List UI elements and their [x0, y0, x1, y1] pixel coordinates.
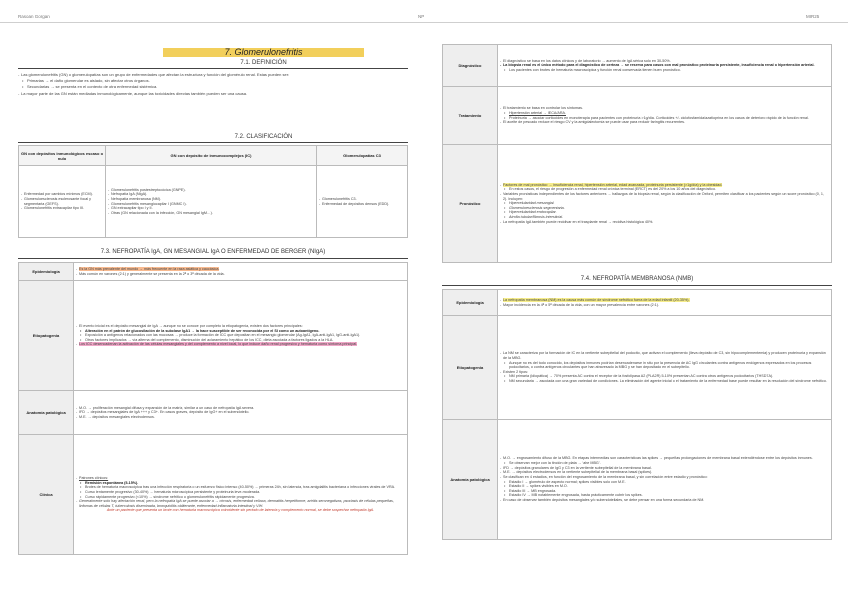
list-item: - M.O. → proliferación mesangial difusa y expansión de la matriz, similar a un caso de nefropatía IgA severa. [76, 406, 405, 411]
table-cell [317, 166, 408, 238]
table-cell [74, 435, 408, 555]
list-item: - Otras (GN relacionada con la infección, GN mesangial IgM…). [108, 211, 314, 216]
row-label: Tratamiento [443, 87, 498, 145]
list-item: • Hipercelularidad endocapilar. [500, 210, 829, 215]
highlight-text: Es la GN más prevalente del mundo → más frecuente en la raza asiática y caucásica. [79, 266, 220, 271]
list-item: - M.E. → depósitos mesangiales electrodensos. [76, 415, 405, 420]
list-item: • Hipertensión arterial → IECA/ARA. [500, 111, 829, 116]
list-item: - GN extracapilar tipo I y II. [108, 206, 314, 211]
highlight-text: Los ICC desencadenan la activación de las células mesangiales y del complemento a nivel local, lo que induce daño renal progresivo y hematuria como síntoma principal. [79, 342, 358, 347]
list-item: - M.O. → engrosamiento difuso de la MBG. En etapas intermedias son características las spikes → pequeñas prolongaciones de membrana basal extendiéndose entre los depósitos inmunes. [500, 456, 829, 461]
table-cell [498, 420, 832, 540]
list-item: • En estos casos, el riesgo de progresión a enfermedad renal crónica terminal (ERCT) es del 20% a los 10 años del diagnóstico. [500, 187, 829, 192]
table-cell [74, 391, 408, 435]
table-cell [74, 281, 408, 391]
column-header: Glomerulopatías C3 [317, 146, 408, 166]
table-cell [19, 166, 106, 238]
list-item: • Estadio II → spikes visibles en M.O. [500, 484, 829, 489]
right-page [424, 0, 848, 599]
list-item [76, 342, 405, 347]
np-label: NP [418, 14, 425, 19]
list-item: - Glomerulonefritis extracapilar tipo III. [21, 206, 103, 211]
classification-table [18, 145, 408, 238]
list-item: - Glomerulonefritis mesangiocapilar I (GNMC I). [108, 202, 314, 207]
clinical-note: Ante un paciente que presenta un brote con hematuria macroscópica coincidente sin periodo de latencia y complemento normal, se debe sospechar nefropatía IgA. [106, 508, 375, 513]
author-label: Rasoan Gorgan [18, 14, 50, 19]
list-item: - Glomerulonefritis C3. [319, 197, 405, 202]
list-item: - IFD → depósitos granulares de IgG y C3 en la vertiente subepitelial de la membrana basal. [500, 466, 829, 471]
list-item: • NM primaria (idiopática) → 70% presenta AC contra el receptor de la fosfolipasa A2 (PLA2R) 5-10% presentan AC contra otros antígenos podocitarios (THSD7A). [500, 374, 829, 379]
list-item: - En caso de observar también depósitos mesangiales y/o subendoteliales, se debe pensar en una forma secundaria de NM. [500, 498, 829, 503]
row-label: Epidemiología [19, 263, 74, 281]
list-item: • Aunque no es del todo conocido, los depósitos inmunes podrían desencadenarse in situ por la presencia de AC IgG circulantes contra antígenos endógenos expresados en los procesos podocitarios, o contra antígenos circulantes que han atravesado la MBG y se han depositado en el subepitelio. [500, 361, 829, 370]
table-cell [498, 45, 832, 87]
section-7-3-heading: 7.3. NEFROPATÍA IgA, GN MESANGIAL IgA O ENFERMEDAD DE BERGER (NIgA) [100, 249, 326, 255]
list-item: • Hipercelularidad mesangial. [500, 201, 829, 206]
section-7-4-heading: 7.4. NEFROPATÍA MEMBRANOSA (NMB) [580, 276, 694, 282]
list-item: • Estadio III → MB engrosada. [500, 489, 829, 494]
divider [18, 142, 408, 143]
list-item: - Se clasifican en 4 estadios, en función del engrosamiento de la membrana basal, y sin correlación entre estadio y pronóstico: [500, 475, 829, 480]
divider [18, 258, 408, 259]
list-item: • Estadio IV → MB notablemente engrosada, hasta prácticamente cubrir los spikes. [500, 493, 829, 498]
list-item: - Mayor incidencia en la 4ª o 5ª década de la vida, con un mayor prevalencia entre varones (2:1). [500, 303, 829, 308]
right-header [424, 0, 848, 23]
row-label: Pronóstico [443, 145, 498, 263]
list-item: - El diagnóstico se basa en los datos clínicos y de laboratorio → aumento de IgA sérica solo en 30-50%. [500, 59, 829, 64]
row-label: Anatomía patológica [443, 420, 498, 540]
nefropatia-membranosa-table [442, 289, 832, 540]
list-item: - La biopsia renal es el único método para el diagnóstico de certeza → se reserva para casos con mal pronóstico proteinuria persistente, insuficiencia renal o hipertensión arterial. [500, 63, 829, 68]
list-item: • Alteración en el patrón de glucosilación de la subclase IgA1 → la hace susceptible de ser reconocida por el SI como un autoantígeno. [76, 329, 405, 334]
page-title: 7. Glomerulonefritis [163, 48, 364, 57]
list-item: • Curso lentamente progresivo (30-40%) → hematuria microscópica persistente y proteinuria leve-moderada. [76, 490, 405, 495]
row-label: Etiopatogenia [443, 316, 498, 420]
immune-text: - La mayor parte de las GN están mediadas inmunológicamente, aunque las toxicidades directas también pueden ser una causa. [18, 91, 406, 96]
section-7-1-body [18, 72, 406, 97]
list-item: - El tratamiento se basa en controlar los síntomas. [500, 106, 829, 111]
table-cell [498, 316, 832, 420]
list-item: - Existen 2 tipos: [500, 370, 829, 375]
list-item: • Estadio I → glomérulo de aspecto normal; spikes visibles solo con M.E. [500, 480, 829, 485]
divider [18, 68, 408, 69]
list-item: - Enfermedad por cambios mínimos (ECM). [21, 192, 103, 197]
list-item: - Más común en varones (2:1) y generalmente se presenta en la 2ª o 3ª década de la vida. [76, 272, 405, 277]
table-cell [498, 145, 832, 263]
section-7-2-heading: 7.2. CLASIFICACIÓN [234, 134, 293, 140]
list-item: - M.E. → depósitos electrodensos en la vertiente subepitelial de la membrana basal (spikes). [500, 470, 829, 475]
table-cell [498, 87, 832, 145]
list-item: • Brotes de hematuria macroscópica tras una infección respiratoria o un esfuerzo físico intenso (40-50%) → primeras 24h, sin latencia, tras amigdalitis bacteriana o infecciones virales de VRA. [76, 485, 405, 490]
list-item: • Proteinuria → asociar corticoides en monoterapia para pacientes con proteinuria >1g/día. Corticoides +/- ciclofosfamida/azatioprina en los casos de deterioro rápido de la función renal. [500, 116, 829, 121]
nefropatia-iga-continued-table [442, 44, 832, 263]
primary-bullet: • Primarias → el daño glomerular es aislado, sin afectar otros órganos. [18, 78, 406, 83]
list-item: - Variables pronósticas independientes de los factores anteriores → hallazgos de la biopsia renal, según la clasificación de Oxford, permiten clasificar a los pacientes según un score pronóstico (0, 1, 2). Incluyen: [500, 192, 829, 201]
list-item: - Glomerulonefritis postestreptocócica (GNPE). [108, 188, 314, 193]
row-label: Epidemiología [443, 290, 498, 316]
list-item: • Remisión espontánea (5-15%). [76, 481, 405, 486]
list-item: • Otros factores implicados → vía alterna del complemento, disminución del aclaramiento hepático de los ICC, dieta asociada a factores ligados a la HLA. [76, 338, 405, 343]
list-item: - Generalmente solo hay afectación renal, pero la nefropatía IgA se puede asociar a → cirrosis, enfermedad celíaca, dermatitis herpetiforme, artritis seronegativas, psoriasis de células pequeñas, linfomas de células T, tuberculosis diseminada, bronquiolitis obliterante, enfermedad inflamatoria intestinal y VIH. [76, 499, 405, 508]
secondary-bullet: • Secundarias → se presenta en el contexto de otra enfermedad sistémica. [18, 84, 406, 89]
list-item: - Nefropatía membranosa (NM). [108, 197, 314, 202]
table-cell [74, 263, 408, 281]
list-item: - Glomeruloesclerosis esclerosante focal y segmentaria (GEFS). [21, 197, 103, 206]
list-item: • Atrofia tubular/fibrosis intersticial. [500, 215, 829, 220]
row-label: Etiopatogenia [19, 281, 74, 391]
list-item: - La nefropatía IgA también puede recidivar en el trasplante renal → recidiva histológica 40%. [500, 220, 829, 225]
row-label: Anatomía patológica [19, 391, 74, 435]
list-item: - Patrones clínicos: [76, 476, 405, 481]
course-label: MIR25 [806, 14, 820, 19]
list-item: - El aceite de pescado reduce el riesgo CV y la amigdalectomía se puede usar para reducir faringitis recurrentes. [500, 120, 829, 125]
table-cell [498, 290, 832, 316]
list-item: - El evento inicial es el depósito mesangial de IgA → aunque no se conoce por completo la etiopatogenia, existen dos factores principales: [76, 324, 405, 329]
row-label: Clínica [19, 435, 74, 555]
column-header: GN con depósitos inmunológicos escaso o nulo [19, 146, 106, 166]
list-item: • Se observan mejor con la tinción de plata → ‘ahe MBG’. [500, 461, 829, 466]
list-item: - IFD → depósitos mesangiales de IgA +++ y C3+. En casos graves, depósito de IgG+ en el subendotelio. [76, 410, 405, 415]
nefropatia-iga-table [18, 262, 408, 555]
table-cell [106, 166, 317, 238]
list-item: - Enfermedad de depósitos densos (EDD). [319, 202, 405, 207]
list-item: • NM secundaria → asociada con una gran variedad de condiciones. La eliminación del agente inicial o el tratamiento de la enfermedad base puede resultar en la resolución del síndrome nefrótico. [500, 379, 829, 384]
left-header [0, 0, 424, 23]
list-item: • Exposición a antígenos relacionados con las mucosas → produce la formación de ICC que depositan en el mesangio glomerular (Ag-IgA1, IgA-anti-IgA1, IgG-anti-IgA1). [76, 333, 405, 338]
list-item: • Glomeruloesclerosis segmentaria. [500, 206, 829, 211]
definition-text: - Las glomerulonefritis (GN) o glomerulopatías son un grupo de enfermedades que afectan la estructura y función del glomérulo renal. Estas pueden ser: [18, 72, 406, 77]
divider [442, 285, 832, 286]
highlight-text: Factores de mal pronóstico → insuficiencia renal, hipertensión arterial, edad avanzada, proteinuria persistente (>1g/día) y la obesidad. [503, 182, 723, 187]
list-item: • Curso rápidamente progresivo (<10%) → síndrome nefrítico o glomerulonefritis rápidamente progresiva. [76, 495, 405, 500]
list-item: - La NM se caracteriza por la formación de IC en la vertiente subepitelial del podocito, que activan el complemento (lleva depósito de C3, sin hipocomplementemia) y producen proteinuria y expansión de la MBG. [500, 351, 829, 360]
highlight-text: La nefropatía membranosa (NM) es la causa más común de síndrome nefrótico fuera de la edad infantil (20-35%). [503, 297, 690, 302]
list-item: • Los pacientes con brotes de hematuria macroscópica y función renal conservada tienen buen pronóstico. [500, 68, 829, 73]
row-label: Diagnóstico [443, 45, 498, 87]
column-header: GN con depósito de inmunocomplejos (IC) [106, 146, 317, 166]
list-item: - Nefropatía IgA (NIgA). [108, 192, 314, 197]
section-7-1-heading: 7.1. DEFINICIÓN [240, 60, 287, 66]
